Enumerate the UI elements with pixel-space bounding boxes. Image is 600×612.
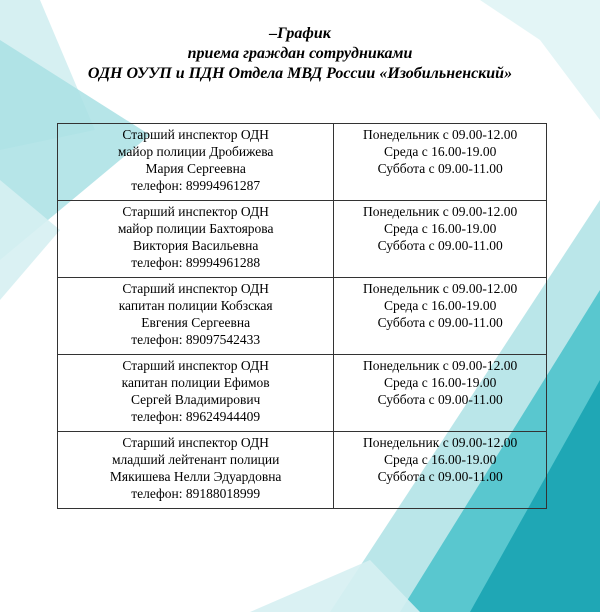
hours-wednesday: Среда с 16.00-19.00 — [383, 221, 497, 236]
schedule-table-body — [58, 124, 547, 509]
header-line-2: приема граждан сотрудниками — [187, 45, 413, 62]
table-row — [58, 355, 547, 432]
officer-cell — [58, 201, 334, 278]
hours-cell — [334, 278, 547, 355]
hours-monday: Понедельник с 09.00-12.00 — [363, 204, 518, 219]
officer-position: Старший инспектор ОДН — [122, 127, 269, 142]
hours-monday: Понедельник с 09.00-12.00 — [363, 435, 518, 450]
table-row — [58, 278, 547, 355]
table-row — [58, 432, 547, 509]
table-row — [58, 124, 547, 201]
officer-name: Виктория Васильевна — [132, 238, 259, 253]
officer-phone: телефон: 89994961288 — [131, 255, 261, 270]
officer-rank: капитан полиции Кобзская — [118, 298, 273, 313]
officer-phone: телефон: 89994961287 — [131, 178, 261, 193]
hours-cell — [334, 124, 547, 201]
officer-name: Евгения Сергеевна — [141, 315, 251, 330]
officer-cell — [58, 124, 334, 201]
officer-rank: младший лейтенант полиции — [111, 452, 280, 467]
schedule-header — [0, 24, 600, 84]
officer-cell — [58, 278, 334, 355]
hours-cell — [334, 432, 547, 509]
officer-cell — [58, 355, 334, 432]
hours-cell — [334, 355, 547, 432]
hours-saturday: Суббота с 09.00-11.00 — [377, 161, 503, 176]
hours-saturday: Суббота с 09.00-11.00 — [377, 315, 503, 330]
officer-name: Мария Сергеевна — [145, 161, 246, 176]
hours-saturday: Суббота с 09.00-11.00 — [377, 238, 503, 253]
officer-cell — [58, 432, 334, 509]
hours-wednesday: Среда с 16.00-19.00 — [383, 452, 497, 467]
officer-name: Сергей Владимирович — [130, 392, 261, 407]
hours-monday: Понедельник с 09.00-12.00 — [363, 358, 518, 373]
hours-monday: Понедельник с 09.00-12.00 — [363, 281, 518, 296]
officer-position: Старший инспектор ОДН — [122, 204, 269, 219]
hours-cell — [334, 201, 547, 278]
officer-position: Старший инспектор ОДН — [122, 281, 269, 296]
hours-wednesday: Среда с 16.00-19.00 — [383, 144, 497, 159]
header-line-3: ОДН ОУУП и ПДН Отдела МВД России «Изобильненский» — [87, 65, 513, 82]
hours-wednesday: Среда с 16.00-19.00 — [383, 298, 497, 313]
officer-phone: телефон: 89188018999 — [131, 486, 261, 501]
officer-position: Старший инспектор ОДН — [122, 358, 269, 373]
officer-name: Мякишева Нелли Эдуардовна — [109, 469, 282, 484]
officer-rank: майор полиции Дробижева — [117, 144, 274, 159]
officer-phone: телефон: 89097542433 — [131, 332, 261, 347]
hours-monday: Понедельник с 09.00-12.00 — [363, 127, 518, 142]
schedule-table — [57, 123, 547, 509]
table-row — [58, 201, 547, 278]
officer-position: Старший инспектор ОДН — [122, 435, 269, 450]
hours-saturday: Суббота с 09.00-11.00 — [377, 392, 503, 407]
hours-saturday: Суббота с 09.00-11.00 — [377, 469, 503, 484]
header-line-1: –График — [269, 25, 331, 42]
hours-wednesday: Среда с 16.00-19.00 — [383, 375, 497, 390]
officer-phone: телефон: 89624944409 — [131, 409, 261, 424]
officer-rank: майор полиции Бахтоярова — [117, 221, 274, 236]
officer-rank: капитан полиции Ефимов — [121, 375, 270, 390]
